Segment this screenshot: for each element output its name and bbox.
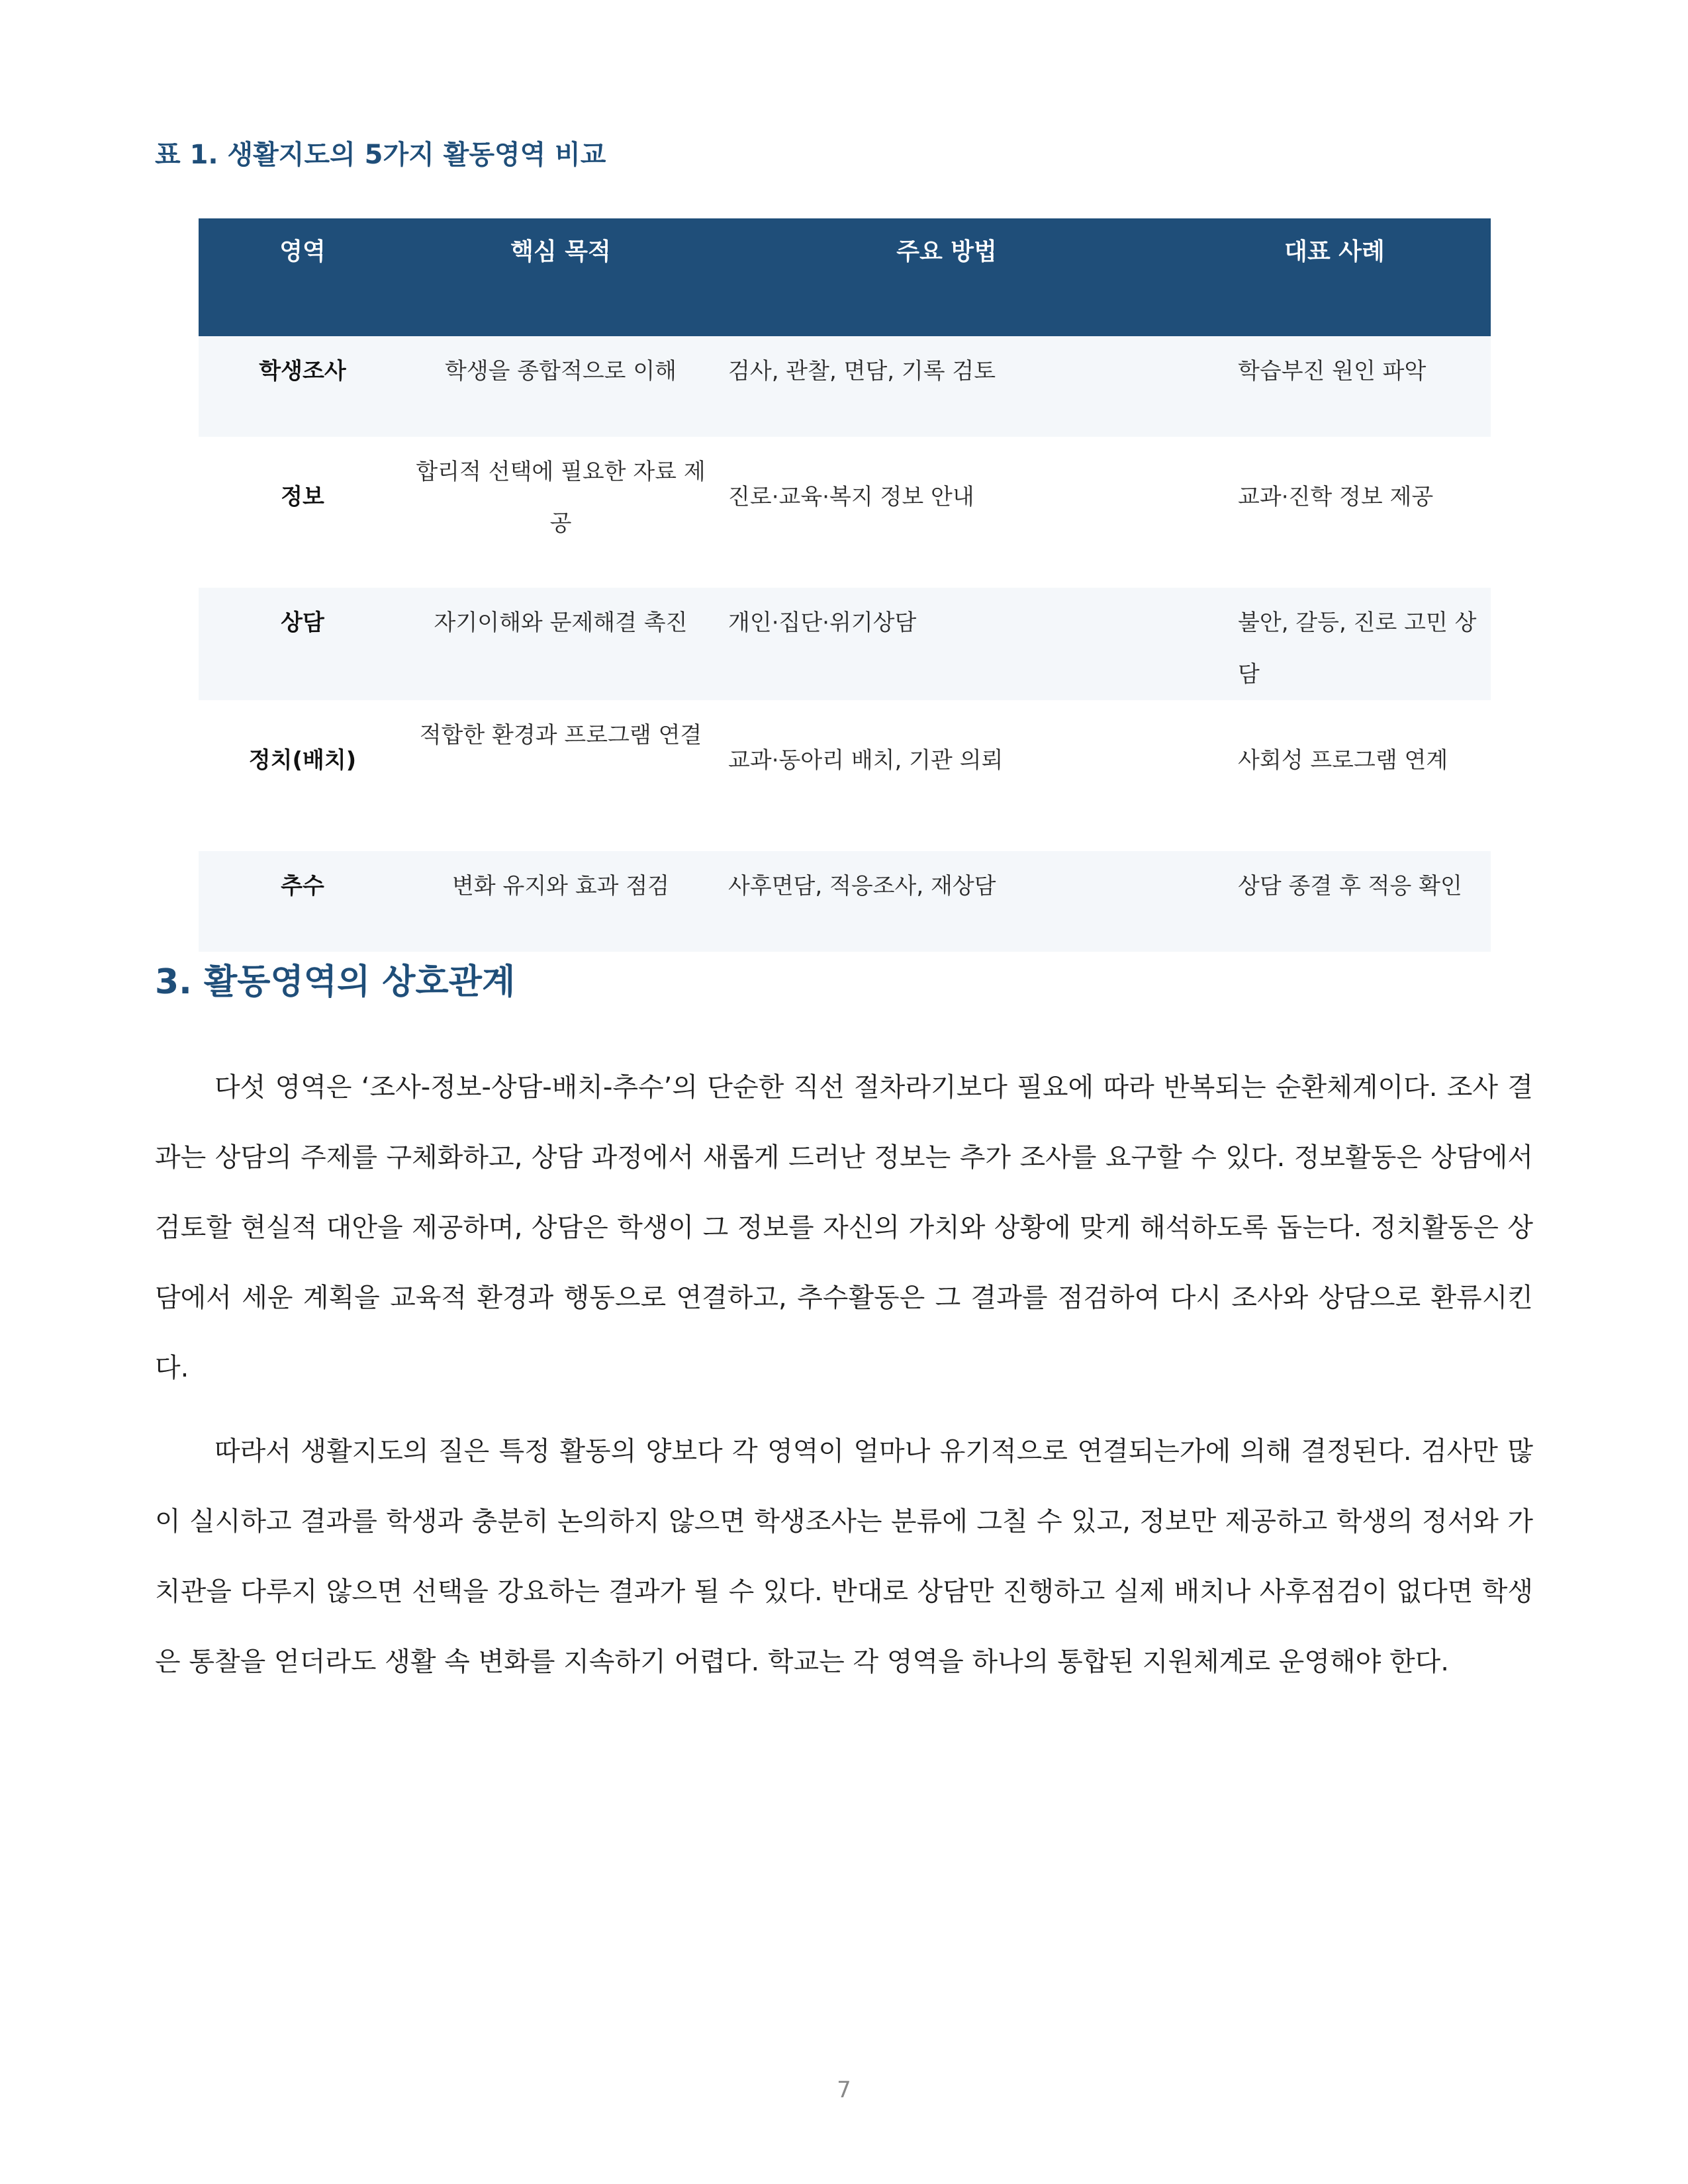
cell-area: 정치(배치) bbox=[199, 700, 406, 851]
cell-method: 진로·교육·복지 정보 안내 bbox=[715, 437, 1178, 588]
cell-example: 상담 종결 후 적응 확인 bbox=[1178, 851, 1491, 952]
cell-area: 추수 bbox=[199, 851, 406, 952]
cell-method: 교과·동아리 배치, 기관 의뢰 bbox=[715, 700, 1178, 851]
page-number: 7 bbox=[837, 2077, 851, 2103]
table-row bbox=[199, 588, 1491, 700]
cell-purpose: 학생을 종합적으로 이해 bbox=[406, 336, 715, 437]
cell-method: 사후면담, 적응조사, 재상담 bbox=[715, 851, 1178, 952]
cell-purpose: 변화 유지와 효과 점검 bbox=[406, 851, 715, 952]
cell-method: 검사, 관찰, 면담, 기록 검토 bbox=[715, 336, 1178, 437]
table-row bbox=[199, 437, 1491, 588]
cell-example: 교과·진학 정보 제공 bbox=[1178, 437, 1491, 588]
body-paragraph: 따라서 생활지도의 질은 특정 활동의 양보다 각 영역이 얼마나 유기적으로 연결되는가에 의해 결정된다. 검사만 많이 실시하고 결과를 학생과 충분히 논의하지 않으면 학생조사는 분류에 그칠 수 있고, 정보만 제공하고 학생의 정서와 가치관을 다루지 않으면 선택을 강요하는 결과가 될 수 있다. 반대로 상담만 진행하고 실제 배치나 사후점검이 없다면 학생은 통찰을 얻더라도 생활 속 변화를 지속하기 어렵다. 학교는 각 영역을 하나의 통합된 지원체계로 운영해야 한다. bbox=[155, 1436, 1533, 1677]
cell-purpose: 자기이해와 문제해결 촉진 bbox=[406, 588, 715, 700]
cell-example: 학습부진 원인 파악 bbox=[1178, 336, 1491, 437]
table-row bbox=[199, 700, 1491, 851]
body-paragraph: 다섯 영역은 ‘조사-정보-상담-배치-추수’의 단순한 직선 절차라기보다 필요에 따라 반복되는 순환체계이다. 조사 결과는 상담의 주제를 구체화하고, 상담 과정에서 새롭게 드러난 정보는 추가 조사를 요구할 수 있다. 정보활동은 상담에서 검토할 현실적 대안을 제공하며, 상담은 학생이 그 정보를 자신의 가치와 상황에 맞게 해석하도록 돕는다. 정치활동은 상담에서 세운 계획을 교육적 환경과 행동으로 연결하고, 추수활동은 그 결과를 점검하여 다시 조사와 상담으로 환류시킨다. bbox=[155, 1072, 1533, 1383]
cell-area: 정보 bbox=[199, 437, 406, 588]
cell-example: 사회성 프로그램 연계 bbox=[1178, 700, 1491, 851]
header-example: 대표 사례 bbox=[1178, 218, 1491, 336]
section-heading: 3. 활동영역의 상호관계 bbox=[155, 962, 516, 1002]
table-caption: 표 1. 생활지도의 5가지 활동영역 비교 bbox=[155, 140, 606, 170]
cell-area: 상담 bbox=[199, 588, 406, 700]
cell-area: 학생조사 bbox=[199, 336, 406, 437]
table-row bbox=[199, 336, 1491, 437]
cell-method: 개인·집단·위기상담 bbox=[715, 588, 1178, 700]
cell-purpose: 적합한 환경과 프로그램 연결 bbox=[406, 700, 715, 851]
activity-comparison-table bbox=[199, 218, 1491, 952]
header-method: 주요 방법 bbox=[715, 218, 1178, 336]
cell-example: 불안, 갈등, 진로 고민 상담 bbox=[1178, 588, 1491, 700]
cell-purpose: 합리적 선택에 필요한 자료 제공 bbox=[406, 437, 715, 588]
table-header-row bbox=[199, 218, 1491, 336]
header-area: 영역 bbox=[199, 218, 406, 336]
header-purpose: 핵심 목적 bbox=[406, 218, 715, 336]
table-row bbox=[199, 851, 1491, 952]
